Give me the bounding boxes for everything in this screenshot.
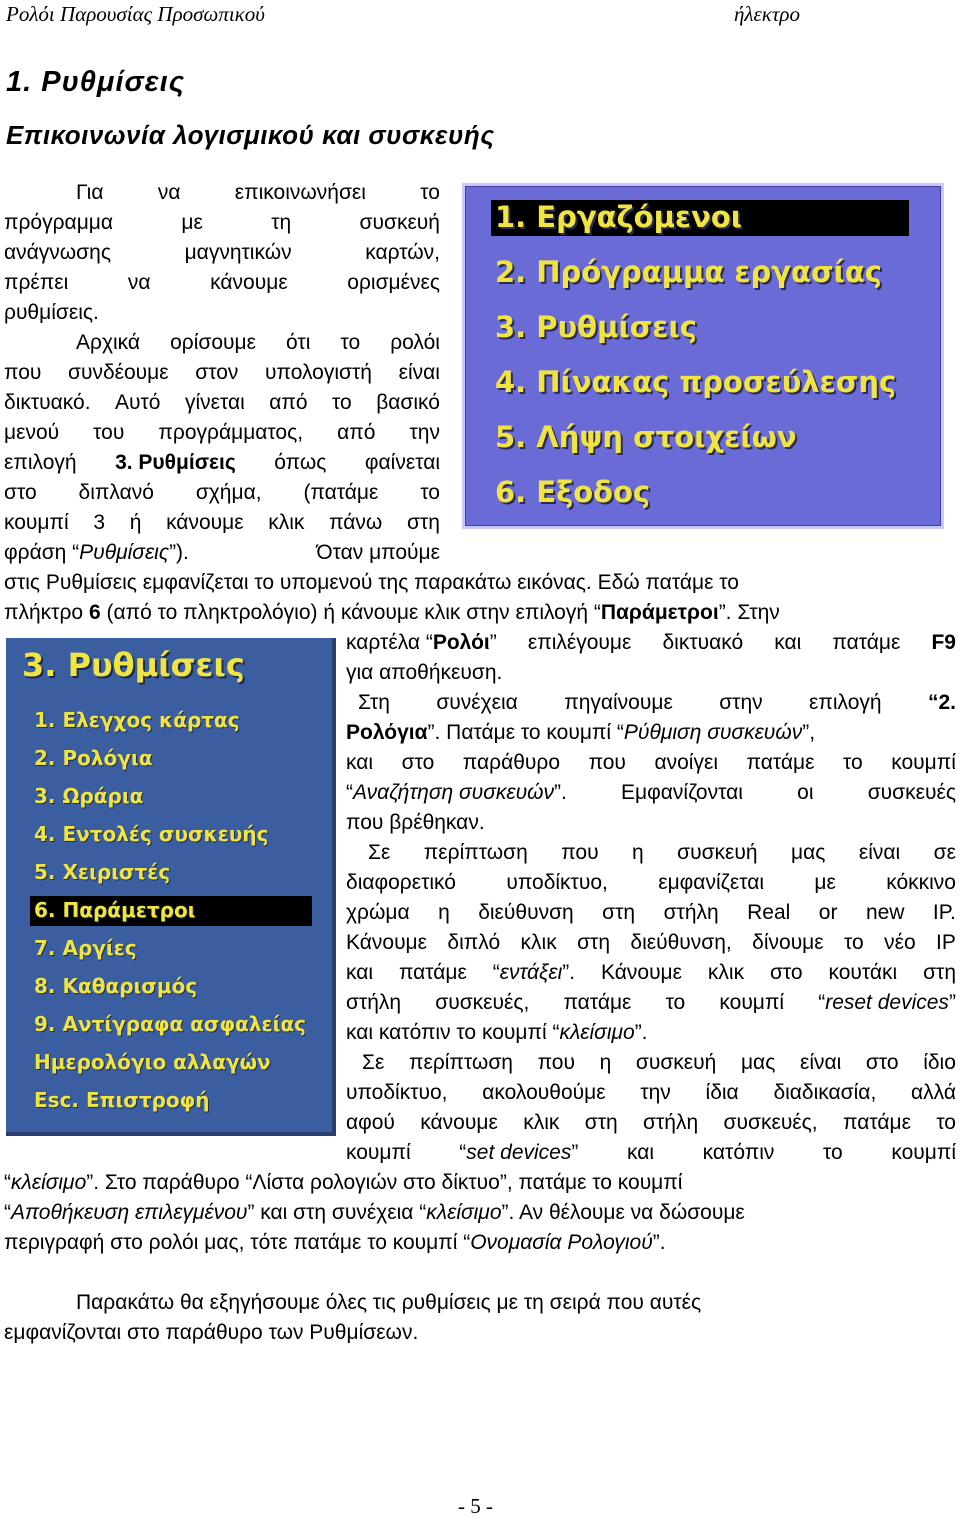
right-line-8: Σε περίπτωση που η συσκευή μας είναι σε bbox=[368, 841, 956, 864]
submenu-item: 4. Εντολές συσκευής bbox=[34, 822, 269, 846]
page-number: - 5 - bbox=[458, 1494, 493, 1518]
intro-line-3: ανάγνωσης μαγνητικών καρτών, bbox=[4, 241, 440, 264]
right-line-14: και κατόπιν το κουμπί “κλείσιμο”. bbox=[346, 1021, 648, 1044]
submenu-title: 3. Ρυθμίσεις bbox=[22, 646, 245, 684]
right-line-1: καρτέλα “Ρολόι” επιλέγουμε δικτυακό και πατάμε F9 bbox=[346, 631, 956, 654]
intro-line-4: πρέπει να κάνουμε ορισμένες bbox=[4, 271, 440, 294]
main-menu-item-exit: 6. Εξοδος bbox=[495, 475, 651, 509]
after-line-2: “Αποθήκευση επιλεγμένου” και στη συνέχεια “κλείσιμο”. Αν θέλουμε να δώσουμε bbox=[4, 1201, 745, 1224]
submenu-item: Ημερολόγιο αλλαγών bbox=[34, 1050, 271, 1074]
main-menu-item-attendance: 4. Πίνακας προσεύλεσης bbox=[495, 365, 897, 399]
intro-line-5: ρυθμίσεις. bbox=[4, 301, 99, 324]
header-brand: ήλεκτρο bbox=[734, 2, 800, 26]
settings-submenu-image bbox=[6, 638, 336, 1136]
right-line-3: Στη συνέχεια πηγαίνουμε στην επιλογή “2. bbox=[358, 691, 956, 714]
closing-line-2: εμφανίζονται στο παράθυρο των Ρυθμίσεων. bbox=[4, 1321, 419, 1344]
submenu-item: 1. Ελεγχος κάρτας bbox=[34, 708, 240, 732]
closing-line-1: Παρακάτω θα εξηγήσουμε όλες τις ρυθμίσεις με τη σειρά που αυτές bbox=[76, 1291, 702, 1314]
main-menu-image bbox=[462, 183, 944, 529]
intro-line-10: επιλογή 3. Ρυθμίσεις όπως φαίνεται bbox=[4, 451, 440, 474]
submenu-item: 9. Αντίγραφα ασφαλείας bbox=[34, 1012, 307, 1036]
intro-line-13: φράση “Ρυθμίσεις”). Όταν μπούμε bbox=[4, 541, 440, 564]
submenu-item: Esc. Επιστροφή bbox=[34, 1088, 210, 1112]
right-line-16: υποδίκτυο, ακολουθούμε την ίδια διαδικασία, αλλά bbox=[346, 1081, 956, 1104]
intro-line-8: δικτυακό. Αυτό γίνεται από το βασικό bbox=[4, 391, 440, 414]
submenu-item: 5. Χειριστές bbox=[34, 860, 171, 884]
submenu-item: 8. Καθαρισμός bbox=[34, 974, 198, 998]
right-line-11: Κάνουμε διπλό κλικ στη διεύθυνση, δίνουμε το νέο IP bbox=[346, 931, 956, 954]
right-line-10: χρώμα η διεύθυνση στη στήλη Real or new IP. bbox=[346, 901, 956, 924]
submenu-item: 2. Ρολόγια bbox=[34, 746, 153, 770]
section-subheading: Επικοινωνία λογισμικού και συσκευής bbox=[6, 120, 495, 150]
right-line-12: και πατάμε “εντάξει”. Κάνουμε κλικ στο κουτάκι στη bbox=[346, 961, 956, 984]
right-line-17: αφού κάνουμε κλικ στη στήλη συσκευές, πατάμε το bbox=[346, 1111, 956, 1134]
submenu-item: 7. Αργίες bbox=[34, 936, 137, 960]
main-menu-item-employees: 1. Εργαζόμενοι bbox=[495, 200, 743, 234]
right-line-9: διαφορετικό υποδίκτυο, εμφανίζεται με κόκκινο bbox=[346, 871, 956, 894]
submenu-item: 3. Ωράρια bbox=[34, 784, 144, 808]
main-menu-item-schedule: 2. Πρόγραμμα εργασίας bbox=[495, 255, 882, 289]
intro-line-2: πρόγραμμα με τη συσκευή bbox=[4, 211, 440, 234]
right-line-18: κουμπί “set devices” και κατόπιν το κουμπί bbox=[346, 1141, 956, 1164]
main-menu-item-download: 5. Λήψη στοιχείων bbox=[495, 420, 797, 454]
right-line-5: και στο παράθυρο που ανοίγει πατάμε το κουμπί bbox=[346, 751, 956, 774]
intro-line-12: κουμπί 3 ή κάνουμε κλικ πάνω στη bbox=[4, 511, 440, 534]
intro-line-1: Για να επικοινωνήσει το bbox=[76, 181, 440, 204]
right-line-15: Σε περίπτωση που η συσκευή μας είναι στο ίδιο bbox=[362, 1051, 956, 1074]
after-line-3: περιγραφή στο ρολόι μας, τότε πατάμε το κουμπί “Ονομασία Ρολογιού”. bbox=[4, 1231, 666, 1254]
intro-line-9: μενού του προγράμματος, από την bbox=[4, 421, 440, 444]
intro-line-11: στο διπλανό σχήμα, (πατάμε το bbox=[4, 481, 440, 504]
right-line-13: στήλη συσκευές, πατάμε το κουμπί “reset devices” bbox=[346, 991, 956, 1014]
section-heading: 1. Ρυθμίσεις bbox=[6, 66, 186, 98]
right-line-7: που βρέθηκαν. bbox=[346, 811, 485, 834]
right-line-6: “Αναζήτηση συσκευών”. Εμφανίζονται οι συσκευές bbox=[346, 781, 956, 804]
right-line-2: για αποθήκευση. bbox=[346, 661, 503, 684]
intro-line-6: Αρχικά ορίσουμε ότι το ρολόι bbox=[76, 331, 440, 354]
right-line-4: Ρολόγια”. Πατάμε το κουμπί “Ρύθμιση συσκευών”, bbox=[346, 721, 816, 744]
submenu-item-parameters: 6. Παράμετροι bbox=[34, 898, 196, 922]
intro-line-14: στις Ρυθμίσεις εμφανίζεται το υπομενού της παρακάτω εικόνας. Εδώ πατάμε το bbox=[4, 571, 739, 594]
intro-line-15: πλήκτρο 6 (από το πληκτρολόγιο) ή κάνουμε κλικ στην επιλογή “Παράμετροι”. Στην bbox=[4, 601, 780, 624]
after-line-1: “κλείσιμο”. Στο παράθυρο “Λίστα ρολογιών στο δίκτυο”, πατάμε το κουμπί bbox=[4, 1171, 683, 1194]
header-title: Ρολόι Παρουσίας Προσωπικού bbox=[6, 2, 265, 26]
main-menu-item-settings: 3. Ρυθμίσεις bbox=[495, 310, 697, 344]
intro-line-7: που συνδέουμε στον υπολογιστή είναι bbox=[4, 361, 440, 384]
